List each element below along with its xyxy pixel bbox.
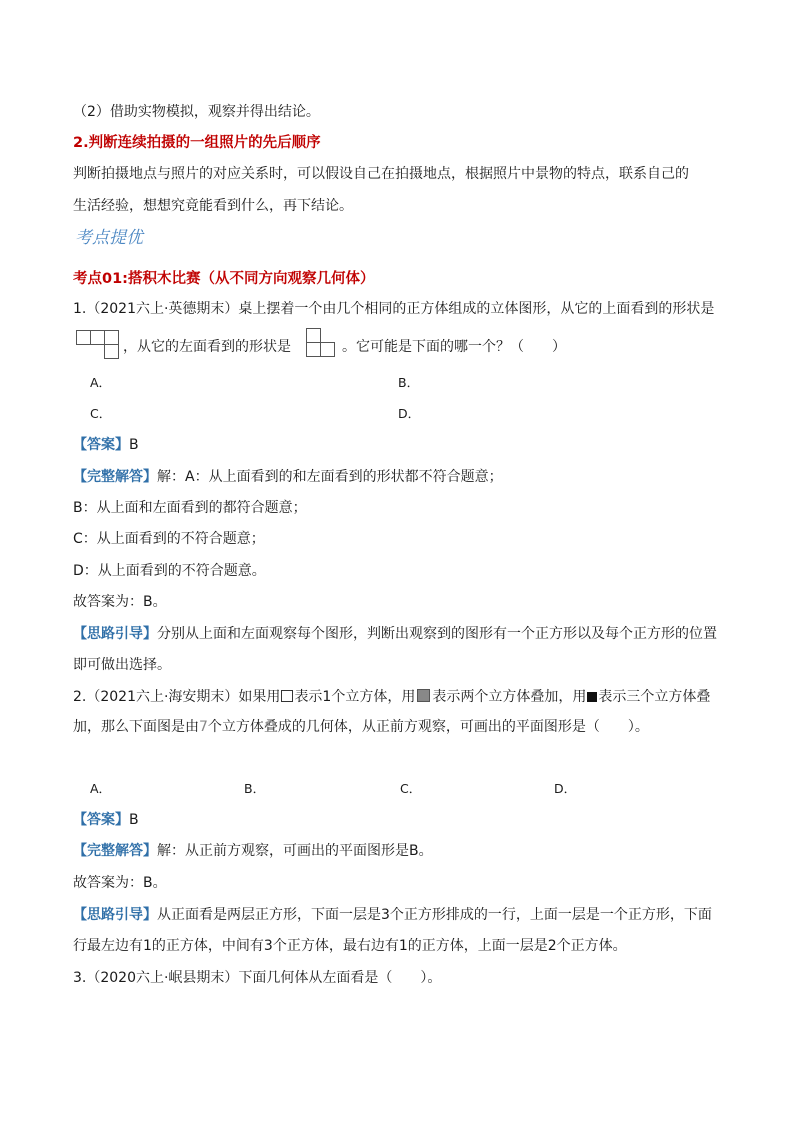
answer-label: 【答案】 <box>73 812 129 828</box>
q1-option-c[interactable]: C． <box>90 406 112 421</box>
q1-solution-line-3: C：从上面看到的不符合题意； <box>73 531 265 547</box>
top-view-square <box>104 344 119 359</box>
q2-stem-line-2 <box>73 717 649 737</box>
section-title: 考点提优 <box>75 228 143 248</box>
q2-text-part: 个立方体叠成的几何体，从正前方观察，可画出的平面图形是（ ）。 <box>207 719 649 735</box>
paragraph-line-1: 判断拍摄地点与照片的对应关系时，可以假设自己在拍摄地点，根据照片中景物的特点，联系自己的 <box>73 166 689 182</box>
q2-option-c[interactable]: C． <box>400 781 422 796</box>
answer-value: B <box>129 812 139 828</box>
answer-label: 【答案】 <box>73 437 129 453</box>
hint-text: 从正面看是两层正方形，下面一层是3个正方形排成的一行，上面一层是一个正方形，下面 <box>157 907 712 923</box>
q2-text-part: 表示两个立方体叠加，用 <box>432 689 587 705</box>
black-square-icon <box>587 692 597 702</box>
q2-text-part: 2.（2021六上·海安期末）如果用 <box>73 689 281 705</box>
hint-label: 【思路引导】 <box>73 907 157 923</box>
q2-hint-line-2: 行最左边有1的正方体，中间有3个正方体，最右边有1的正方体，上面一层是2个正方体。 <box>73 938 627 954</box>
gray-square-icon <box>417 689 430 702</box>
q2-count: 7 <box>199 719 208 735</box>
subheading-photo-order: 2.判断连续拍摄的一组照片的先后顺序 <box>73 135 321 151</box>
q1-option-d[interactable]: D． <box>398 406 421 421</box>
q1-solution-line-1 <box>73 467 503 487</box>
q2-stem-line-1 <box>73 687 710 707</box>
answer-value: B <box>129 437 139 453</box>
q3-stem-line-1: 3.（2020六上·岷县期末）下面几何体从左面看是（ ）。 <box>73 970 442 986</box>
q2-option-d[interactable]: D． <box>554 781 577 796</box>
q1-option-b[interactable]: B． <box>398 375 420 390</box>
q2-text-part: 表示三个立方体叠 <box>598 689 711 705</box>
solution-text: 解：A：从上面看到的和左面看到的形状都不符合题意； <box>157 469 503 485</box>
q2-solution-line-1 <box>73 841 433 861</box>
q1-answer <box>73 435 139 455</box>
q1-conclusion: 故答案为：B。 <box>73 594 167 610</box>
q1-option-a[interactable]: A． <box>90 375 112 390</box>
q2-option-b[interactable]: B． <box>244 781 266 796</box>
q1-stem-line-2b: 。它可能是下面的哪一个？（ ） <box>342 339 566 355</box>
q2-text-part: 表示1个立方体，用 <box>294 689 416 705</box>
q1-solution-line-2: B：从上面和左面看到的都符合题意； <box>73 500 307 516</box>
q2-hint-line-1 <box>73 905 712 925</box>
hint-text: 分别从上面和左面观察每个图形，判断出观察到的图形有一个正方形以及每个正方形的位置 <box>157 626 717 642</box>
top-view-square <box>90 330 105 345</box>
solution-text: 解：从正前方观察，可画出的平面图形是B。 <box>157 843 433 859</box>
q1-hint-line-2: 即可做出选择。 <box>73 657 171 673</box>
q2-answer <box>73 810 139 830</box>
left-view-square <box>306 342 321 357</box>
top-view-square <box>104 330 119 345</box>
left-view-square <box>320 342 335 357</box>
q1-left-view-figure <box>306 328 340 360</box>
paragraph-line-2: 生活经验，想想究竟能看到什么，再下结论。 <box>73 198 353 214</box>
kaodian-heading: 考点01:搭积木比赛（从不同方向观察几何体） <box>73 271 375 287</box>
top-view-square <box>76 330 91 345</box>
q2-option-a[interactable]: A． <box>90 781 112 796</box>
hint-label: 【思路引导】 <box>73 626 157 642</box>
solution-label: 【完整解答】 <box>73 469 157 485</box>
solution-label: 【完整解答】 <box>73 843 157 859</box>
q1-top-view-figure <box>76 330 122 360</box>
method-step-2: （2）借助实物模拟，观察并得出结论。 <box>73 104 320 120</box>
q2-text-part: 加，那么下面图是由 <box>73 719 199 735</box>
q2-conclusion: 故答案为：B。 <box>73 875 167 891</box>
empty-square-icon <box>281 690 293 702</box>
q1-stem-line-2a: ，从它的左面看到的形状是 <box>123 339 291 355</box>
q1-solution-line-4: D：从上面看到的不符合题意。 <box>73 563 266 579</box>
left-view-square <box>306 328 321 343</box>
q1-hint-line-1 <box>73 624 717 644</box>
q1-stem-line-1: 1.（2021六上·英德期末）桌上摆着一个由几个相同的正方体组成的立体图形，从它的上面看到的形状是 <box>73 301 715 317</box>
